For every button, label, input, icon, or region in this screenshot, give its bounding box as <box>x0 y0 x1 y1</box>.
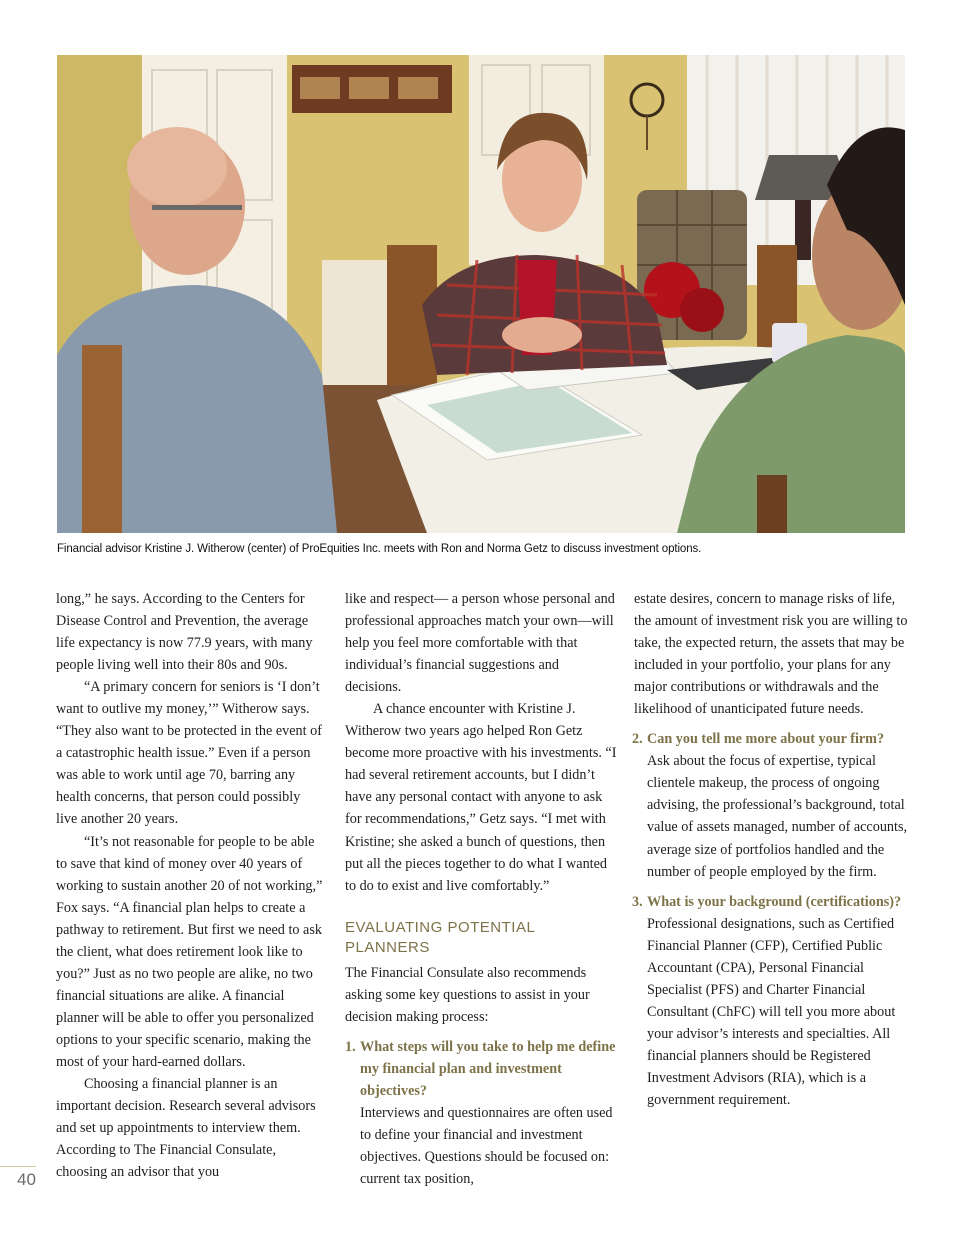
page-number: 40 <box>17 1170 36 1189</box>
article-column-3 <box>634 588 909 1111</box>
question-item-1 <box>345 1036 617 1190</box>
question-number: 2. <box>632 731 643 748</box>
man-glasses <box>152 205 242 210</box>
paragraph: A chance encounter with Kristine J. Witherow two years ago helped Ron Getz become more proactive with his investments. “I had several retirement accounts, but I didn’t have any personal contact with anyone to ask for recommendations,” Getz says. “I met with Kristine; she asked a bunch of questions, then put all the pieces together to do what I wanted to do to exist and live comfortably.” <box>345 701 617 894</box>
question-answer: Ask about the focus of expertise, typical clientele makeup, the process of ongoing advising, the professional’s background, total value of assets managed, number of accounts, average size of portfolios handled and the number of people employed by the firm. <box>647 753 908 880</box>
question-item-2 <box>632 728 909 882</box>
article-column-1 <box>56 588 324 1183</box>
question-number: 1. <box>345 1038 356 1055</box>
paragraph: estate desires, concern to manage risks of life, the amount of investment risk you are willing to take, the expected return, the assets that may be included in your portfolio, your plans for any major contributions or withdrawals and the likelihood of unanticipated future needs. <box>634 591 908 718</box>
question-text: What is your background (certifications)? <box>647 893 902 910</box>
photo-caption: Financial advisor Kristine J. Witherow (center) of ProEquities Inc. meets with Ron and Norma Getz to discuss investment options. <box>57 543 702 555</box>
paragraph: “It’s not reasonable for people to be able to save that kind of money over 40 years of working to sustain another 20 of not working,” Fox says. “A financial plan helps to create a pathway to retirement. But first we need to ask the client, what does retirement look like to you?” Just as no two people are alike, no two financial situations are alike. A financial planner will be able to offer you personalized options to your specific scenario, making the most of your hard-earned dollars. <box>56 833 323 1070</box>
paragraph: The Financial Consulate also recommends asking some key questions to assist in your decision making process: <box>345 964 590 1025</box>
article-column-2 <box>345 588 617 1190</box>
question-text: Can you tell me more about your firm? <box>647 731 885 748</box>
section-heading: EVALUATING POTENTIAL PLANNERS <box>345 918 535 956</box>
photo-illustration <box>57 55 905 533</box>
question-text: What steps will you take to help me define my financial plan and investment objectives? <box>360 1038 616 1099</box>
paragraph: Choosing a financial planner is an important decision. Research several advisors and set up appointments to interview them. According to The Financial Consulate, choosing an advisor that you <box>56 1076 316 1181</box>
question-item-3 <box>632 891 909 1111</box>
article-photo <box>57 55 905 533</box>
question-answer: Professional designations, such as Certified Financial Planner (CFP), Certified Public Accountant (CPA), Personal Financial Specialist (PFS) and Charter Financial Consultant (ChFC) will tell you more about your advisor’s interests and specialties. All financial planners should be Registered Investment Advisors (RIA), which is a government requirement. <box>647 915 896 1109</box>
paragraph: like and respect— a person whose personal and professional approaches match your own—will help you feel more comfortable with that individual’s financial suggestions and decisions. <box>345 591 615 696</box>
man-chair <box>82 345 122 533</box>
paragraph: “A primary concern for seniors is ‘I don’t want to outlive my money,’” Witherow says. “They also want to be protected in the event of a catastrophic health issue.” Even if a person was able to work until age 70, barring any health concerns, that person could possibly live another 20 years. <box>56 679 322 828</box>
question-number: 3. <box>632 893 643 910</box>
page-number-rule <box>0 1166 36 1167</box>
question-answer: Interviews and questionnaires are often used to define your financial and investment objectives. Questions should be focused on: current tax position, <box>360 1104 613 1188</box>
paragraph: long,” he says. According to the Centers for Disease Control and Prevention, the average life expectancy is now 77.9 years, with many people living well into their 80s and 90s. <box>56 591 313 674</box>
